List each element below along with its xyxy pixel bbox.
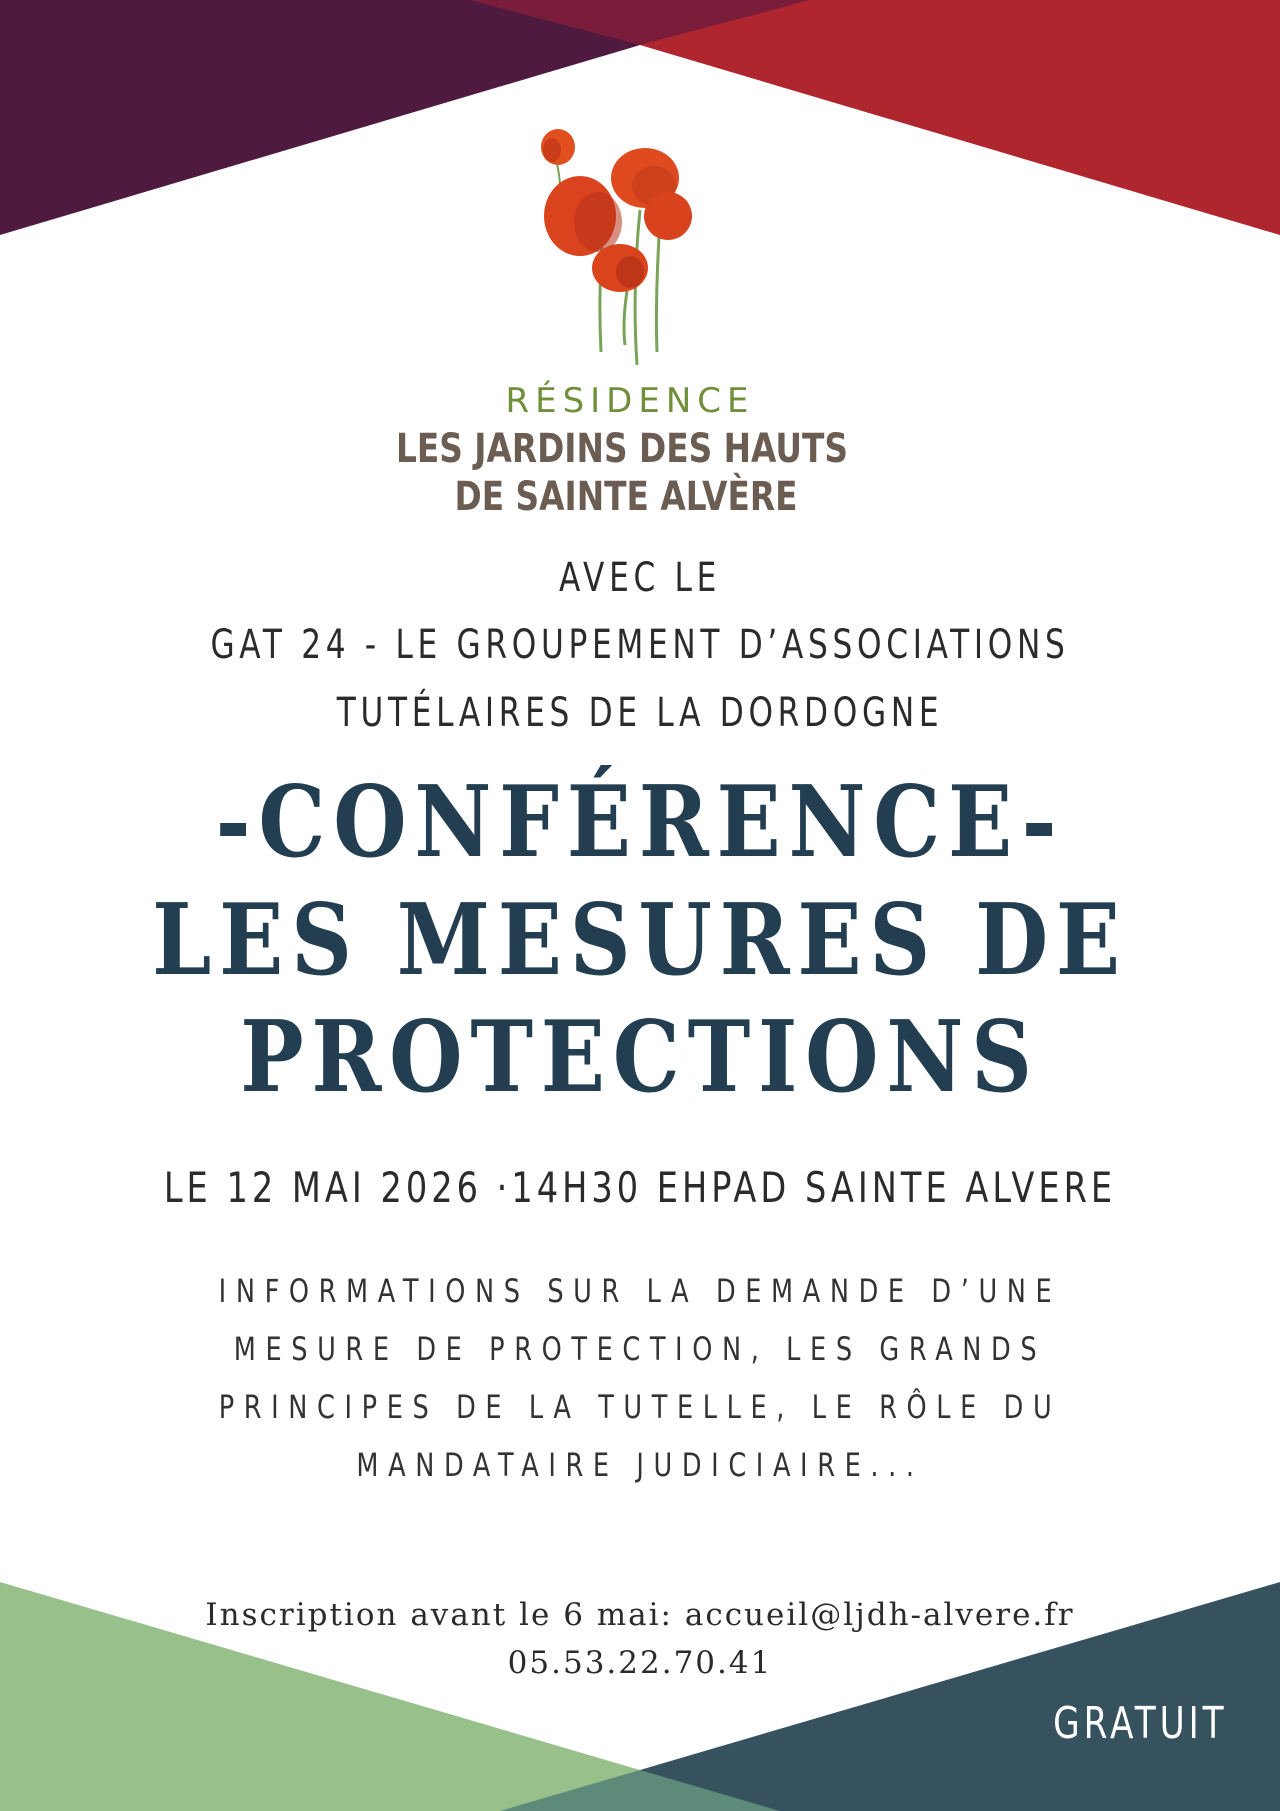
poppy-flowers-icon bbox=[541, 129, 692, 365]
intro-line-2: GAT 24 - LE GROUPEMENT D’ASSOCIATIONS bbox=[210, 622, 1070, 668]
headline-line-2: LES MESURES DE bbox=[152, 883, 1128, 998]
intro-line-3: TUTÉLAIRES DE LA DORDOGNE bbox=[336, 690, 944, 736]
logo-name-line2: DE SAINTE ALVÈRE bbox=[454, 472, 798, 520]
residence-logo bbox=[0, 0, 1280, 540]
intro-line-1: AVEC LE bbox=[559, 555, 721, 601]
event-date-location: LE 12 MAI 2026 ·14H30 EHPAD SAINTE ALVERE bbox=[163, 1163, 1117, 1212]
phone-number: 05.53.22.70.41 bbox=[507, 1645, 773, 1681]
headline-line-3: PROTECTIONS bbox=[240, 1000, 1040, 1115]
logo-name-line1: LES JARDINS DES HAUTS bbox=[395, 424, 849, 472]
description-line-4: MANDATAIRE JUDICIAIRE... bbox=[356, 1446, 924, 1484]
description-line-3: PRINCIPES DE LA TUTELLE, LE RÔLE DU bbox=[218, 1388, 1062, 1426]
description-line-2: MESURE DE PROTECTION, LES GRANDS bbox=[233, 1330, 1047, 1368]
description-line-1: INFORMATIONS SUR LA DEMANDE D’UNE bbox=[218, 1272, 1062, 1310]
logo-residence-label: RÉSIDENCE bbox=[505, 381, 755, 421]
free-badge: GRATUIT bbox=[1053, 1698, 1228, 1749]
registration-line: Inscription avant le 6 mai: accueil@ljdh-alvere.fr bbox=[205, 1597, 1075, 1633]
headline-conference: -CONFÉRENCE- bbox=[215, 765, 1065, 880]
